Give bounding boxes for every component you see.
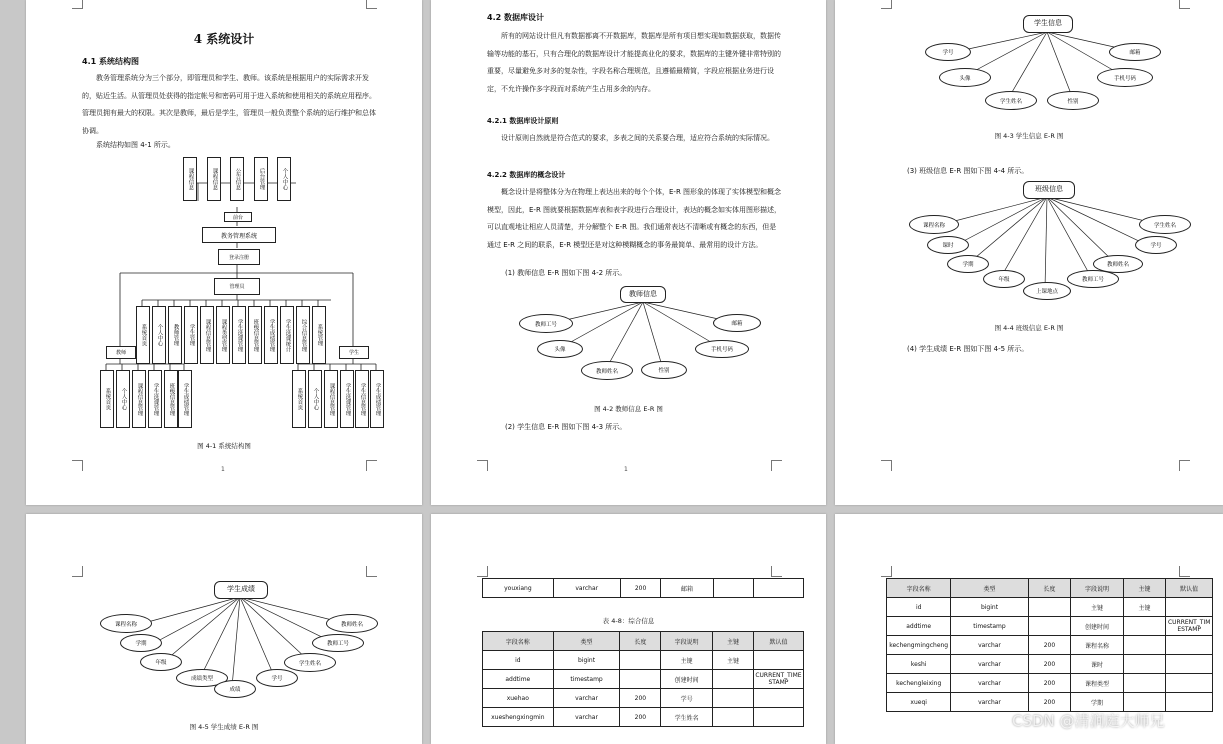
- table-cell: [1166, 636, 1213, 655]
- teacher-module-box: 课程信息管理: [132, 370, 146, 428]
- er-attribute: 性别: [1047, 91, 1099, 110]
- teacher-module-box: 系统首页: [100, 370, 114, 428]
- teacher-module-box: 学生选课管理: [148, 370, 162, 428]
- table-cell: 主键: [1123, 598, 1166, 617]
- table-cell: 200: [1028, 693, 1071, 712]
- er-attribute: 教师工号: [312, 634, 364, 652]
- column-header: 类型: [951, 579, 1028, 598]
- table-row: [887, 655, 1213, 674]
- table-cell: 课程名称: [1071, 636, 1124, 655]
- list-item: (4) 学生成绩 E-R 图如下图 4-5 所示。: [907, 345, 1029, 353]
- body-paragraph: 所有的网站设计但凡有数据都离不开数据库，数据库是所有项目想实现如数据获取，数据传输等功能的基石，只有合理化的数据库设计才能提高业化的要求，数据库的主键外键非常特别的重要，尽量避免多对多的复杂性，字段名称合理规范，且遵循最精简，字段应根据业务进行设定，不允许操作多字段而对系统产生占用多余的内存。: [487, 32, 781, 93]
- table-cell: [1123, 693, 1166, 712]
- admin-module-box: 课程信息管理: [200, 306, 214, 364]
- table-cell: 邮箱: [661, 579, 713, 598]
- page-2: [431, 0, 826, 505]
- figure-caption: 图 4-4 班级信息 E-R 图: [994, 324, 1064, 332]
- page-4: [26, 514, 422, 744]
- column-header: 类型: [553, 632, 620, 651]
- page-number: 1: [624, 466, 628, 473]
- front-node: 前台: [224, 212, 252, 222]
- er-attribute: 学期: [120, 634, 162, 652]
- page-1: [26, 0, 422, 505]
- table-cell: varchar: [951, 636, 1028, 655]
- admin-module-box: 系统首页: [136, 306, 150, 364]
- chapter-title: 4 系统设计: [193, 32, 255, 46]
- login-node: 登录注册: [218, 249, 260, 265]
- er-entity: 学生信息: [1023, 15, 1073, 33]
- er-entity: 学生成绩: [214, 581, 268, 599]
- er-attribute: 成绩: [214, 680, 256, 698]
- er-attribute: 学号: [1135, 236, 1177, 254]
- table-cell: id: [887, 598, 951, 617]
- table-cell: [753, 689, 803, 708]
- admin-module-box: 教师管理: [168, 306, 182, 364]
- er-attribute: 课程名称: [909, 215, 959, 234]
- list-item: (2) 学生信息 E-R 图如下图 4-3 所示。: [505, 423, 627, 431]
- student-node: 学生: [339, 346, 369, 359]
- column-header: 默认值: [753, 632, 803, 651]
- table-row: [887, 598, 1213, 617]
- er-attribute: 手机号码: [695, 340, 749, 358]
- table-cell: kechengleixing: [887, 674, 951, 693]
- er-attribute: 年级: [140, 653, 182, 671]
- table-cell: timestamp: [553, 670, 620, 689]
- er-attribute: 成绩类型: [176, 669, 228, 687]
- column-header: 主键: [1123, 579, 1166, 598]
- table-cell: [1166, 655, 1213, 674]
- table-cell: bigint: [553, 651, 620, 670]
- figure-caption: 图 4-5 学生成绩 E-R 图: [189, 723, 259, 731]
- table-cell: 主键: [661, 651, 713, 670]
- teacher-module-box: 个人中心: [116, 370, 130, 428]
- table-cell: 200: [620, 689, 661, 708]
- column-header: 字段名称: [483, 632, 554, 651]
- page-number: 1: [221, 466, 225, 473]
- section-heading: 4.1 系统结构图: [82, 57, 139, 66]
- field-table: [482, 631, 804, 727]
- er-attribute: 课程名称: [100, 614, 152, 633]
- er-attribute: 教师姓名: [1093, 255, 1143, 273]
- admin-module-box: 学生选课管理: [232, 306, 246, 364]
- column-header: 长度: [1028, 579, 1071, 598]
- er-attribute: 课时: [927, 236, 969, 254]
- table-cell: CURRENT_TIMESTAMP: [753, 670, 803, 689]
- table-cell: 创建时间: [661, 670, 713, 689]
- list-item: (1) 教师信息 E-R 图如下图 4-2 所示。: [505, 269, 627, 277]
- teacher-module-box: 班级信息管理: [164, 370, 178, 428]
- table-cell: xuehao: [483, 689, 554, 708]
- er-attribute: 教师姓名: [326, 614, 378, 633]
- er-attribute: 学生姓名: [985, 91, 1037, 110]
- front-module-box: 后台管理: [254, 157, 268, 201]
- table-cell: varchar: [553, 689, 620, 708]
- table-cell: 200: [1028, 655, 1071, 674]
- table-row: [887, 693, 1213, 712]
- subsection-heading: 4.2.1 数据库设计原则: [487, 117, 559, 125]
- table-cell: [713, 579, 754, 598]
- body-paragraph: 教务管理系统分为三个部分，即管理员和学生、教师。该系统是根据用户的实际需求开发的，贴近生活。从管理员处获得的指定帐号和密码可用于进入系统和使用相关的系统应用程序。管理员拥有最大的权限。其次是教师，最后是学生，管理员一般负责整个系统的运行维护和总体协调。: [82, 74, 376, 135]
- admin-node: 管理员: [214, 278, 260, 295]
- table-cell: varchar: [951, 655, 1028, 674]
- table-cell: 200: [1028, 636, 1071, 655]
- admin-module-box: 综合信息管理: [296, 306, 310, 364]
- body-paragraph: 概念设计是将整体分为在物理上表达出来的每个个体，E-R 图形象的体现了实体模型和概念模型，因此，E-R 图就要根据数据库表和表字段进行合理设计，表达的概念如实体用图形描述，可以直观地让相应人员清楚，并分解整个 E-R 图。我们通常表达不清晰或有概念的东西，但是通过 E-R 之间的联系，E-R 模型还是对这种模糊概念的事务最简单、最常用的设计方法。: [487, 188, 782, 249]
- admin-module-box: 学生管理: [184, 306, 198, 364]
- table-row: [483, 579, 804, 598]
- er-attribute: 学号: [256, 669, 298, 687]
- table-cell: [753, 651, 803, 670]
- table-row: [483, 708, 804, 727]
- table-cell: 200: [620, 579, 661, 598]
- table-cell: varchar: [951, 693, 1028, 712]
- er-attribute: 邮箱: [1109, 43, 1161, 61]
- table-cell: varchar: [951, 674, 1028, 693]
- admin-module-box: 学生选课统计: [280, 306, 294, 364]
- table-cell: bigint: [951, 598, 1028, 617]
- table-cell: [754, 579, 804, 598]
- table-cell: 主键: [1071, 598, 1124, 617]
- table-cell: id: [483, 651, 554, 670]
- er-attribute: 年级: [983, 270, 1025, 288]
- column-header: 默认值: [1166, 579, 1213, 598]
- page-5: [431, 514, 826, 744]
- student-module-box: 学生成绩管理: [370, 370, 384, 428]
- table-caption: 表 4-8：综合信息: [602, 617, 655, 625]
- column-header: 长度: [620, 632, 661, 651]
- figure-caption: 图 4-1 系统结构图: [197, 442, 251, 450]
- column-header: 主键: [713, 632, 754, 651]
- table-cell: 学生姓名: [661, 708, 713, 727]
- table-cell: 课时: [1071, 655, 1124, 674]
- student-module-box: 个人中心: [308, 370, 322, 428]
- table-cell: CURRENT_TIMESTAMP: [1166, 617, 1213, 636]
- table-cell: [1166, 674, 1213, 693]
- er-attribute: 头像: [537, 340, 583, 358]
- student-module-box: 学生信息管理: [355, 370, 369, 428]
- er-attribute: 邮箱: [713, 314, 761, 332]
- table-cell: [1166, 693, 1213, 712]
- table-row: [887, 617, 1213, 636]
- table-row: [887, 636, 1213, 655]
- table-cell: addtime: [483, 670, 554, 689]
- table-cell: addtime: [887, 617, 951, 636]
- er-attribute: 学生姓名: [284, 653, 336, 672]
- er-entity: 班级信息: [1023, 181, 1075, 199]
- front-module-box: 个人中心: [277, 157, 291, 201]
- admin-module-box: 个人中心: [152, 306, 166, 364]
- student-module-box: 课程信息管理: [324, 370, 338, 428]
- field-table-continued: [482, 578, 804, 598]
- admin-module-box: 班级信息管理: [248, 306, 262, 364]
- table-cell: [620, 651, 661, 670]
- student-module-box: 系统首页: [292, 370, 306, 428]
- student-module-box: 学生选课管理: [340, 370, 354, 428]
- field-table: [886, 578, 1213, 712]
- watermark: CSDN @清涧庭大师兄: [1012, 712, 1165, 730]
- er-attribute: 上课地点: [1023, 282, 1071, 300]
- er-attribute: 学期: [947, 255, 989, 273]
- table-header-row: [483, 632, 804, 651]
- er-attribute: 手机号码: [1097, 68, 1153, 87]
- figure-caption: 图 4-3 学生信息 E-R 图: [994, 132, 1064, 140]
- table-cell: 创建时间: [1071, 617, 1124, 636]
- system-node: 教务管理系统: [202, 227, 276, 243]
- er-attribute: 学生姓名: [1139, 215, 1191, 234]
- er-attribute: 头像: [939, 68, 991, 87]
- table-cell: varchar: [553, 708, 620, 727]
- teacher-node: 教师: [106, 346, 136, 359]
- section-heading: 4.2 数据库设计: [487, 13, 544, 22]
- table-cell: [1028, 598, 1071, 617]
- table-cell: 主键: [713, 651, 754, 670]
- er-attribute: 学号: [925, 43, 971, 61]
- table-cell: [620, 670, 661, 689]
- table-cell: kechengmingcheng: [887, 636, 951, 655]
- table-cell: [1123, 617, 1166, 636]
- er-attribute: 性别: [641, 361, 687, 379]
- table-cell: 200: [1028, 674, 1071, 693]
- front-module-box: 公告信息: [230, 157, 244, 201]
- table-cell: varchar: [553, 579, 620, 598]
- table-cell: [1123, 655, 1166, 674]
- figure-reference: 系统结构如图 4-1 所示。: [96, 141, 175, 149]
- table-cell: youxiang: [483, 579, 554, 598]
- admin-module-box: 学生成绩管理: [264, 306, 278, 364]
- table-row: [887, 674, 1213, 693]
- er-attribute: 教师工号: [519, 314, 573, 333]
- table-cell: [1028, 617, 1071, 636]
- table-cell: xueqi: [887, 693, 951, 712]
- table-cell: [713, 689, 754, 708]
- table-cell: [713, 708, 754, 727]
- table-cell: [1166, 598, 1213, 617]
- table-cell: [1123, 674, 1166, 693]
- table-cell: [713, 670, 754, 689]
- table-header-row: [887, 579, 1213, 598]
- teacher-module-box: 学生成绩管理: [178, 370, 192, 428]
- table-cell: keshi: [887, 655, 951, 674]
- table-cell: 学号: [661, 689, 713, 708]
- page-3: [835, 0, 1223, 505]
- table-row: [483, 689, 804, 708]
- er-attribute: 教师姓名: [581, 361, 633, 380]
- front-module-box: 课程信息: [183, 157, 197, 201]
- front-module-box: 课程信息: [207, 157, 221, 201]
- table-row: [483, 670, 804, 689]
- figure-caption: 图 4-2 教师信息 E-R 图: [594, 405, 663, 413]
- column-header: 字段说明: [661, 632, 713, 651]
- table-cell: 学期: [1071, 693, 1124, 712]
- table-cell: 课程类型: [1071, 674, 1124, 693]
- table-row: [483, 651, 804, 670]
- table-cell: 200: [620, 708, 661, 727]
- body-paragraph: 设计原则自然就是符合范式的要求，多表之间的关系要合理，适应符合系统的实际情况。: [501, 134, 774, 142]
- er-lines: [431, 0, 826, 505]
- subsection-heading: 4.2.2 数据库的概念设计: [487, 171, 566, 179]
- admin-module-box: 课程类型管理: [216, 306, 230, 364]
- table-cell: [1123, 636, 1166, 655]
- table-cell: [753, 708, 803, 727]
- er-entity: 教师信息: [620, 286, 666, 303]
- list-item: (3) 班级信息 E-R 图如下图 4-4 所示。: [907, 167, 1029, 175]
- column-header: 字段名称: [887, 579, 951, 598]
- table-cell: xueshengxingmin: [483, 708, 554, 727]
- column-header: 字段说明: [1071, 579, 1124, 598]
- table-cell: timestamp: [951, 617, 1028, 636]
- admin-module-box: 系统管理: [312, 306, 326, 364]
- er-attribute: 教师工号: [1067, 270, 1119, 288]
